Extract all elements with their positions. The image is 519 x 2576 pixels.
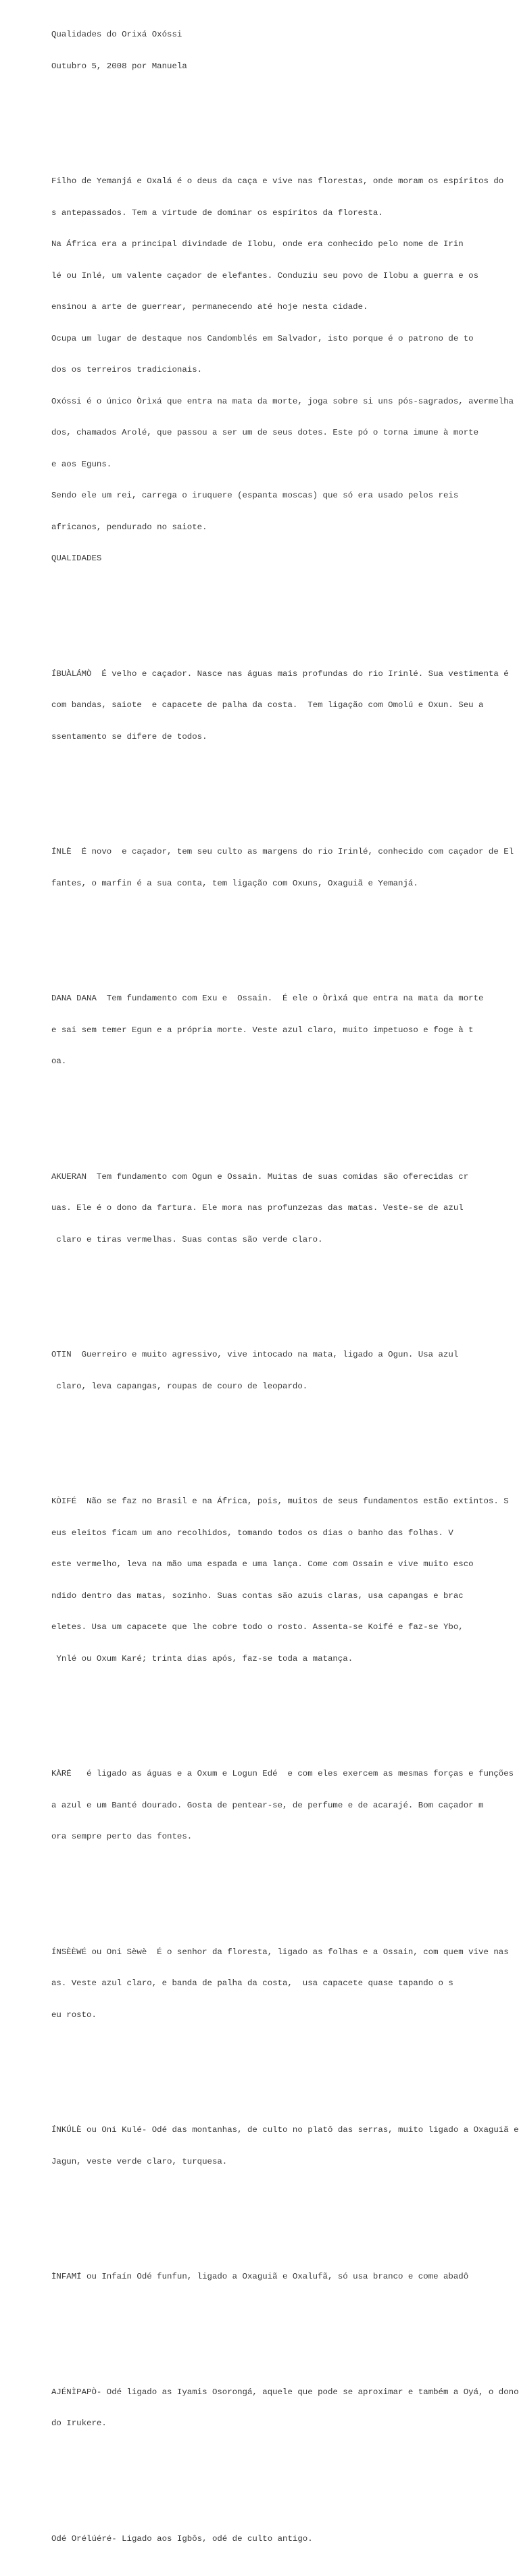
quality-inkule [51, 2104, 519, 2188]
quality-line: a azul e um Banté dourado. Gosta de pentear-se, de perfume e de acarajé. Bom caçador m [51, 1800, 484, 1810]
intro-line: Oxóssi é o único Òrìxá que entra na mata da morte, joga sobre si uns pós-sagrados, avermelha [51, 396, 514, 406]
intro-line: ensinou a arte de guerrear, permanecendo até hoje nesta cidade. [51, 302, 368, 312]
quality-line: eletes. Usa um capacete que lhe cobre todo o rosto. Assenta-se Koifé e faz-se Ybo, [51, 1622, 464, 1632]
quality-line: fantes, o marfin é a sua conta, tem ligação com Oxuns, Oxaguiã e Yemanjá. [51, 878, 418, 888]
quality-line: ÍNKÚLÈ ou Oni Kulé- Odé das montanhas, de culto no platô das serras, muito ligado a Oxaguiã e [51, 2125, 519, 2135]
quality-line: eu rosto. [51, 2010, 97, 2020]
spacer [51, 931, 519, 942]
quality-line: uas. Ele é o dono da fartura. Ele mora nas profunzezas das matas. Veste-se de azul [51, 1203, 464, 1213]
spacer [51, 1287, 519, 1298]
quality-line: KÒIFÉ Não se faz no Brasil e na África, pois, muitos de seus fundamentos estão extintos. S [51, 1497, 509, 1506]
quality-line: este vermelho, leva na mão uma espada e uma lança. Come com Ossain e vive muito esco [51, 1559, 474, 1569]
spacer [51, 2325, 519, 2335]
quality-infami [51, 2251, 519, 2304]
quality-kare [51, 1748, 519, 1864]
quality-line: Ynlé ou Oxum Karé; trinta dias após, faz-se toda a matança. [51, 1653, 353, 1663]
quality-otin [51, 1329, 519, 1413]
spacer [51, 784, 519, 795]
intro-line: africanos, pendurado no saiote. [51, 522, 207, 532]
spacer [51, 2471, 519, 2482]
quality-koife [51, 1476, 519, 1685]
quality-line: claro, leva capangas, roupas de couro de leopardo. [51, 1381, 308, 1391]
quality-line: ÌNFAMÍ ou Infaín Odé funfun, ligado a Oxaguiã e Oxalufã, só usa branco e come abadô [51, 2272, 469, 2281]
document-page [51, 9, 519, 2576]
quality-dana-dana [51, 973, 519, 1088]
quality-line: eus eleitos ficam um ano recolhidos, tomando todos os dias o banho das folhas. V [51, 1528, 453, 1538]
quality-line: ÍNLÈ É novo e caçador, tem seu culto as margens do rio Irinlé, conhecido com caçador de El [51, 847, 514, 856]
section-heading: QUALIDADES [51, 554, 102, 563]
spacer [51, 1109, 519, 1120]
quality-inle [51, 826, 519, 910]
intro-line: dos, chamados Arolé, que passou a ser um de seus dotes. Este pó o torna imune à morte [51, 428, 479, 437]
intro-line: s antepassados. Tem a virtude de dominar os espíritos da floresta. [51, 208, 383, 218]
document-byline: Outubro 5, 2008 por Manuela [51, 61, 187, 71]
quality-line: AJÉNÌPAPÒ- Odé ligado as Iyamis Osorongá, aquele que pode se aproximar e também a Oyá, o dono [51, 2387, 519, 2397]
intro-line: Na África era a principal divindade de Ilobu, onde era conhecido pelo nome de Irin [51, 239, 464, 249]
spacer [51, 606, 519, 617]
spacer [51, 2209, 519, 2220]
quality-akueran [51, 1151, 519, 1267]
quality-line: as. Veste azul claro, e banda de palha da costa, usa capacete quase tapando o s [51, 1978, 453, 1988]
quality-line: Odé Orélúéré- Ligado aos Igbôs, odé de culto antigo. [51, 2533, 313, 2544]
spacer [51, 1706, 519, 1717]
quality-line: KÀRÉ é ligado as águas e a Oxum e Logun Edé e com eles exercem as mesmas forças e funções [51, 1769, 514, 1778]
intro-line: Sendo ele um rei, carrega o iruquere (espanta moscas) que só era usado pelos reis [51, 491, 459, 500]
intro-line: Filho de Yemanjá e Oxalá é o deus da caça e vive nas florestas, onde moram os espíritos do [51, 176, 504, 186]
spacer [51, 124, 519, 135]
quality-line: oa. [51, 1056, 67, 1066]
quality-line: do Irukere. [51, 2419, 107, 2428]
quality-line: claro e tiras vermelhas. Suas contas são verde claro. [51, 1234, 323, 1244]
quality-line: OTIN Guerreiro e muito agressivo, vive intocado na mata, ligado a Ogun. Usa azul [51, 1350, 459, 1359]
quality-ibualamo [51, 648, 519, 764]
spacer [51, 2062, 519, 2073]
quality-ajenipapo [51, 2366, 519, 2450]
intro-paragraph [51, 155, 519, 585]
quality-line: ssentamento se difere de todos. [51, 731, 207, 742]
quality-ode-oreluere [51, 2513, 519, 2566]
intro-line: Ocupa um lugar de destaque nos Candomblés em Salvador, isto porque é o patrono de to [51, 333, 474, 343]
intro-line: dos os terreiros tradicionais. [51, 365, 203, 374]
intro-line: e aos Eguns. [51, 459, 112, 469]
quality-line: AKUERAN Tem fundamento com Ogun e Ossain. Muitas de suas comidas são oferecidas cr [51, 1171, 469, 1182]
spacer [51, 93, 519, 103]
quality-line: Jagun, veste verde claro, turquesa. [51, 2156, 228, 2166]
quality-line: DANA DANA Tem fundamento com Exu e Ossain. É ele o Òrìxá que entra na mata da morte [51, 994, 484, 1003]
document-title: Qualidades do Orixá Oxóssi [51, 30, 182, 39]
quality-line: ÍNSÈÈWÉ ou Oni Sèwè É o senhor da floresta, ligado as folhas e a Ossain, com quem vive nas [51, 1947, 509, 1957]
quality-line: ndido dentro das matas, sozinho. Suas contas são azuis claras, usa capangas e brac [51, 1590, 464, 1601]
quality-inseewe [51, 1926, 519, 2042]
spacer [51, 1885, 519, 1895]
intro-line: lé ou Inlé, um valente caçador de elefantes. Conduziu seu povo de Ilobu a guerra e os [51, 270, 479, 281]
quality-line: e sai sem temer Egun e a própria morte. Veste azul claro, muito impetuoso e foge à t [51, 1025, 474, 1035]
quality-line: ÍBUÀLÁMÒ É velho e caçador. Nasce nas águas mais profundas do rio Irinlé. Sua vestimenta é [51, 669, 509, 679]
spacer [51, 1434, 519, 1444]
quality-line: com bandas, saiote e capacete de palha da costa. Tem ligação com Omolú e Oxun. Seu a [51, 700, 484, 710]
quality-line: ora sempre perto das fontes. [51, 1832, 193, 1841]
